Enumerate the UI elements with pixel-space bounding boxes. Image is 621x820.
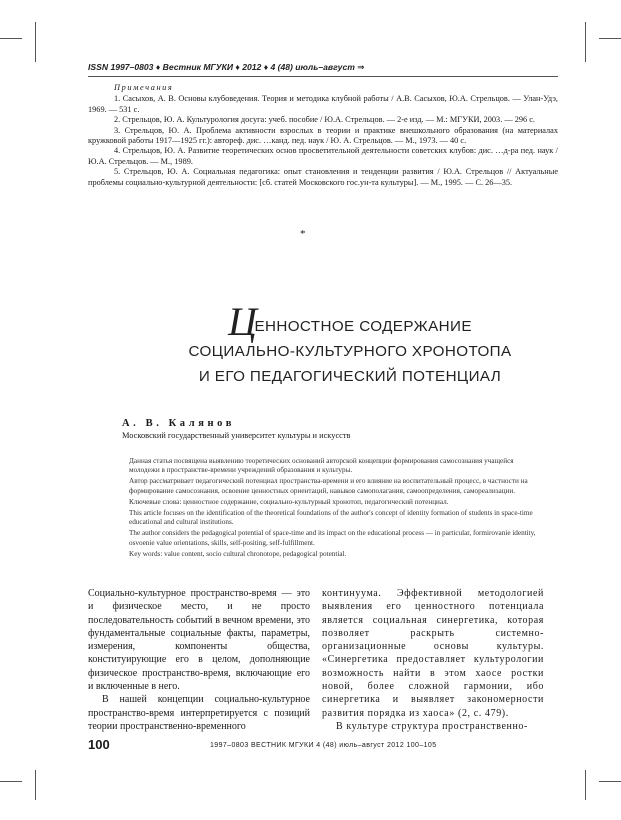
note-item: 1. Сасыхов, А. В. Основы клубоведения. Теория и методика клубной работы / А.В. Сасыхов, Ю.А. Стрельцов. — Улан-Удэ, 1969. — 531 с. bbox=[88, 94, 558, 114]
abstract-ru-paragraph: Данная статья посвящена выявлению теоретических оснований авторской концепции формирования самосознания учащейся молодежи в пространстве-времени учреждений образования и культуры. bbox=[129, 457, 514, 475]
footer-journal-line: 1997–0803 ВЕСТНИК МГУКИ 4 (48) июль–август 2012 100–105 bbox=[210, 742, 437, 749]
abstract-en-paragraph: This article focuses on the identification of the theoretical foundations of the author's concept of identity formation of students in space-time educational and cultural institutions. bbox=[129, 509, 533, 527]
abstract-ru-paragraph: Автор рассматривает педагогический потенциал пространства-времени и его влияние на воспитательный процесс, в частности на формирование самосознания, освоение ценностных ориентаций, навыков самополагания, самоопределения, самореализации. bbox=[129, 477, 528, 495]
title-line-1-text: ЕННОСТНОЕ СОДЕРЖАНИЕ bbox=[254, 318, 472, 335]
title-line-2: СОЦИАЛЬНО-КУЛЬТУРНОГО ХРОНОТОПА bbox=[188, 343, 512, 360]
body-paragraph: континуума. Эффективной методологией выявления его ценностного потенциала является социальная синергетика, которая позволяет раскрыть системно-организационные основы культуры. «Синергетика предоставляет культурологии возможность найти в этом хаосе ростки новой, более сложной гармонии, ибо синергетика и выявляет закономерности развития порядка из хаоса» (2, с. 479). bbox=[322, 588, 544, 719]
notes-title: Примечания bbox=[114, 83, 174, 92]
title-line-3: И ЕГО ПЕДАГОГИЧЕСКИЙ ПОТЕНЦИАЛ bbox=[198, 368, 502, 385]
abstract-en-paragraph: The author considers the pedagogical potential of space-time and its impact on the educational process — in particular, formirovanie identity, osvoenie value orientations, skills, self-positing, self-fulfillment. bbox=[129, 529, 536, 547]
crop-mark-bottom-right-v bbox=[585, 770, 586, 800]
crop-mark-top-left-h bbox=[0, 38, 22, 39]
header-rule bbox=[88, 76, 558, 77]
running-header: ISSN 1997–0803 ♦ Вестник МГУКИ ♦ 2012 ♦ 4 (48) июль–август ⇒ bbox=[88, 62, 365, 72]
body-column-left bbox=[88, 587, 310, 733]
title-line-1 bbox=[150, 299, 550, 344]
crop-mark-top-right-h bbox=[599, 38, 621, 39]
author-name: А. В. Калянов bbox=[122, 418, 235, 429]
body-column-right bbox=[322, 587, 544, 733]
body-paragraph: В нашей концепции социально-культурное пространство-время интерпретируется с позиций теории пространственно-временного bbox=[88, 694, 310, 732]
abstract-block bbox=[129, 457, 539, 561]
body-paragraph: Социально-культурное пространство-время — это и физическое место, и не просто последовательность событий в вечном времени, это фундаментальные социальные факты, параметры, измерения, компоненты общества, конституирующие его в целом, дополняющие физическое пространство-время, включающие его и включенные в него. bbox=[88, 588, 310, 693]
crop-mark-bottom-right-h bbox=[599, 781, 621, 782]
author-affiliation: Московский государственный университет культуры и искусств bbox=[122, 431, 351, 440]
note-item: 5. Стрельцов, Ю. А. Социальная педагогика: опыт становления и тенденции развития / Ю.А. Стрельцов // Актуальные проблемы социально-культурной деятельности: [сб. статей Московского гос.ун-та культуры]. — М., 1995. — С. 26—35. bbox=[88, 167, 558, 187]
crop-mark-top-right-v bbox=[585, 22, 586, 62]
article-title bbox=[150, 299, 550, 389]
body-paragraph: В культуре структура пространственно- bbox=[336, 720, 528, 732]
page-number: 100 bbox=[88, 737, 110, 752]
crop-mark-bottom-left-v bbox=[35, 770, 36, 800]
note-item: 2. Стрельцов, Ю. А. Культурология досуга: учеб. пособие / Ю.А. Стрельцов. — 2-е изд. — М.: МГУКИ, 2003. — 296 с. bbox=[114, 115, 536, 125]
abstract-ru-keywords: Ключевые слова: ценностное содержание, социально-культурный хронотоп, педагогический потенциал. bbox=[129, 497, 449, 506]
section-separator: * bbox=[300, 228, 306, 240]
abstract-en-keywords: Key words: value content, socio cultural chronotope, pedagogical potential. bbox=[129, 549, 347, 558]
note-item: 3. Стрельцов, Ю. А. Проблема активности взрослых в теории и практике внешкольного образования (на материалах кружковой работы 1917—1925 гг.): автореф. дис. …канд. пед. наук / Ю. А. Стрельцов. — М., 1973. — 40 с. bbox=[88, 125, 558, 146]
crop-mark-top-left-v bbox=[35, 22, 36, 62]
title-dropcap: Ц bbox=[228, 299, 258, 344]
crop-mark-bottom-left-h bbox=[0, 781, 22, 782]
note-item: 4. Стрельцов, Ю. А. Развитие теоретических основ просветительной деятельности советских клубов: дис. …д-ра пед. наук / Ю.А. Стрельцов. — М., 1989. bbox=[88, 146, 558, 166]
notes-section bbox=[88, 83, 558, 188]
